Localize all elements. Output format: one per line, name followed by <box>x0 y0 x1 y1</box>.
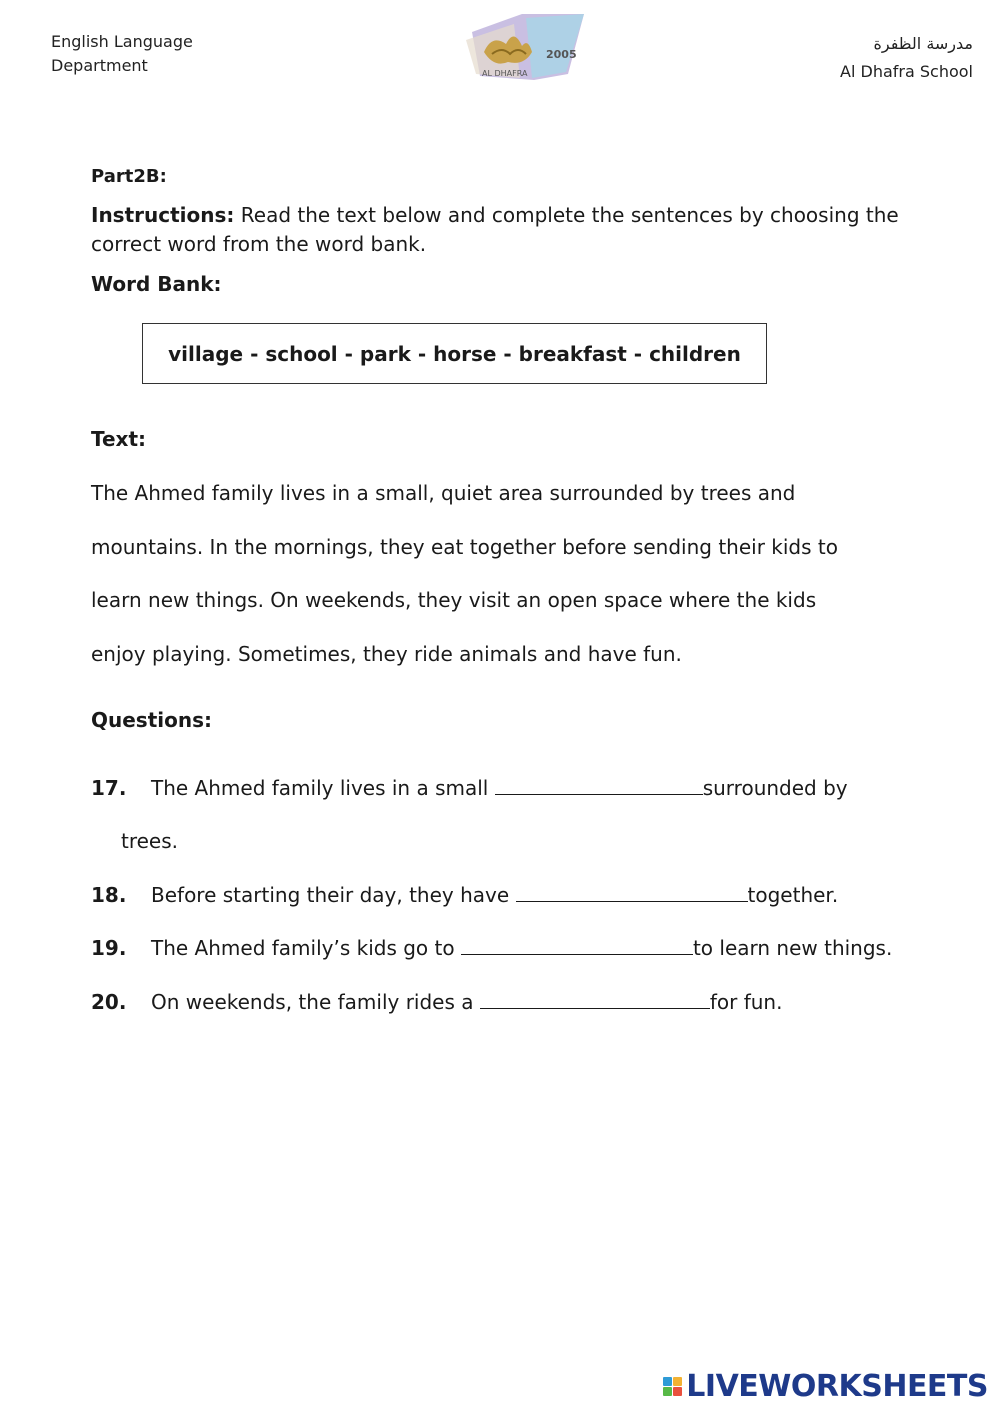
liveworksheets-logo-text: LIVEWORKSHEETS <box>686 1369 988 1404</box>
question-text-after: surrounded by <box>702 776 848 800</box>
answer-blank-20[interactable] <box>480 990 710 1009</box>
word-bank-label: Word Bank: <box>91 272 222 296</box>
logo-year: 2005 <box>546 48 577 61</box>
school-header <box>840 30 973 86</box>
question-17 <box>151 776 848 800</box>
question-text-after: to learn new things. <box>692 936 893 960</box>
school-name-english: Al Dhafra School <box>840 62 973 81</box>
questions-label: Questions: <box>91 708 213 732</box>
instructions-label: Instructions: <box>91 203 235 227</box>
question-18 <box>151 883 838 907</box>
question-number: 19. <box>91 936 127 960</box>
question-text-after: together. <box>747 883 839 907</box>
question-text-after: for fun. <box>709 990 783 1014</box>
instructions-text: Read the text below and complete the sentences by choosing the correct word from the word bank. <box>91 203 899 256</box>
part-title: Part2B: <box>91 166 167 187</box>
department-line-2: Department <box>51 56 148 75</box>
question-continuation: trees. <box>121 829 179 853</box>
liveworksheets-icon <box>663 1377 682 1396</box>
instructions <box>91 201 911 259</box>
question-19 <box>151 936 892 960</box>
word-bank-box <box>142 323 767 384</box>
text-line-2: mountains. In the mornings, they eat together before sending their kids to <box>91 535 838 559</box>
logo-text: AL DHAFRA <box>482 69 528 78</box>
liveworksheets-brand[interactable] <box>663 1369 988 1404</box>
answer-blank-19[interactable] <box>461 936 693 955</box>
question-text: The Ahmed family’s kids go to <box>151 936 461 960</box>
text-line-4: enjoy playing. Sometimes, they ride animals and have fun. <box>91 642 682 666</box>
answer-blank-17[interactable] <box>495 776 703 795</box>
question-text: The Ahmed family lives in a small <box>151 776 495 800</box>
text-line-1: The Ahmed family lives in a small, quiet area surrounded by trees and <box>91 481 796 505</box>
question-20 <box>151 990 782 1014</box>
school-name-arabic: مدرسة الظفرة <box>873 34 973 53</box>
question-number: 18. <box>91 883 127 907</box>
question-number: 17. <box>91 776 127 800</box>
school-logo <box>462 12 590 84</box>
question-text: Before starting their day, they have <box>151 883 516 907</box>
word-bank-words: village - school - park - horse - breakfast - children <box>168 341 741 366</box>
answer-blank-18[interactable] <box>516 883 748 902</box>
question-number: 20. <box>91 990 127 1014</box>
department-header <box>51 30 193 78</box>
text-label: Text: <box>91 427 147 451</box>
text-line-3: learn new things. On weekends, they visit an open space where the kids <box>91 588 817 612</box>
department-line-1: English Language <box>51 32 193 51</box>
question-text: On weekends, the family rides a <box>151 990 480 1014</box>
